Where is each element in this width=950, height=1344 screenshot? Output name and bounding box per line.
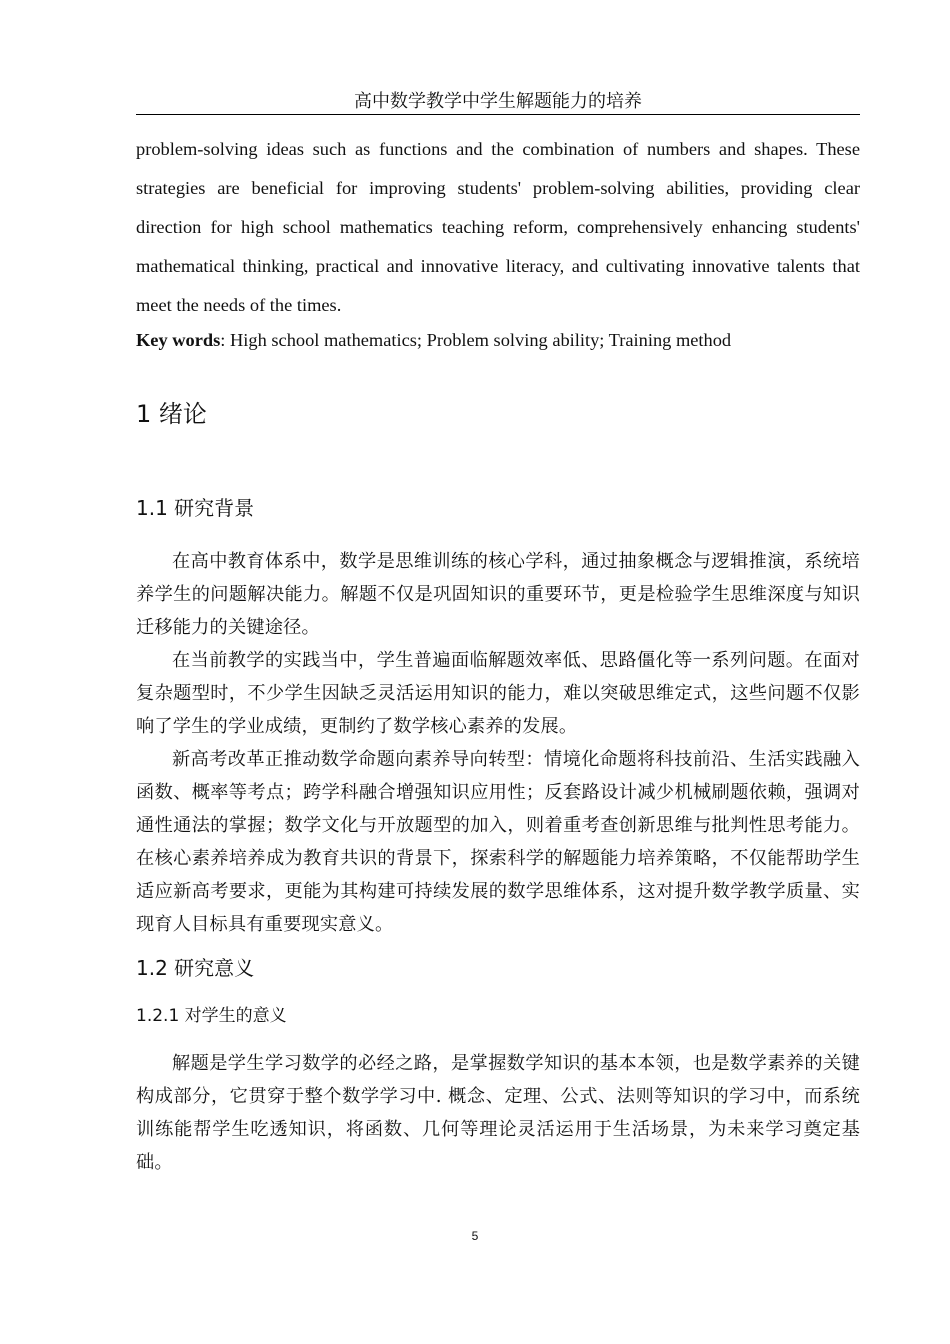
- section-heading-significance: 1.2 研究意义: [136, 956, 255, 980]
- body-paragraph: 在高中教育体系中，数学是思维训练的核心学科，通过抽象概念与逻辑推演，系统培养学生的问题解决能力。解题不仅是巩固知识的重要环节，更是检验学生思维深度与知识迁移能力的关键途径。: [136, 551, 860, 638]
- abstract-paragraph: problem-solving ideas such as functions and the combination of numbers and shapes. These strategies are beneficial for improving students' problem-solving abilities, providing clear direction for high school mathematics teaching reform, comprehensively enhancing students' mathematical thinking, practical and innovative literacy, and cultivating innovative talents that meet the needs of the times.: [136, 139, 860, 315]
- body-paragraph: 新高考改革正推动数学命题向素养导向转型：情境化命题将科技前沿、生活实践融入函数、概率等考点；跨学科融合增强知识应用性；反套路设计减少机械刷题依赖，强调对通性通法的掌握；数学文化与开放题型的加入，则着重考查创新思维与批判性思考能力。在核心素养培养成为教育共识的背景下，探索科学的解题能力培养策略，不仅能帮助学生适应新高考要求，更能为其构建可持续发展的数学思维体系，这对提升数学教学质量、实现育人目标具有重要现实意义。: [136, 749, 860, 935]
- chapter-heading: 1 绪论: [136, 400, 207, 428]
- keywords-line: [136, 323, 860, 357]
- page-number: 5: [471, 1229, 479, 1243]
- keywords-label: Key words: [136, 330, 221, 350]
- body-paragraph: 在当前教学的实践当中，学生普遍面临解题效率低、思路僵化等一系列问题。在面对复杂题型时，不少学生因缺乏灵活运用知识的能力，难以突破思维定式，这些问题不仅影响了学生的学业成绩，更制约了数学核心素养的发展。: [136, 650, 860, 737]
- background-paragraphs: [136, 545, 860, 941]
- page-body: [136, 130, 860, 1179]
- body-paragraph: 解题是学生学习数学的必经之路，是掌握数学知识的基本本领，也是数学素养的关键构成部分，它贯穿于整个数学学习中. 概念、定理、公式、法则等知识的学习中，而系统训练能帮学生吃透知识，将函数、几何等理论灵活运用于生活场景，为未来学习奠定基础。: [136, 1053, 860, 1173]
- subsection-heading-students: 1.2.1 对学生的意义: [136, 1006, 287, 1026]
- section-heading-background: 1.1 研究背景: [136, 496, 255, 520]
- header-rule: [136, 114, 860, 115]
- running-header: 高中数学教学中学生解题能力的培养: [354, 91, 642, 112]
- significance-paragraphs: [136, 1047, 860, 1179]
- keywords-text: : High school mathematics; Problem solving ability; Training method: [220, 330, 732, 350]
